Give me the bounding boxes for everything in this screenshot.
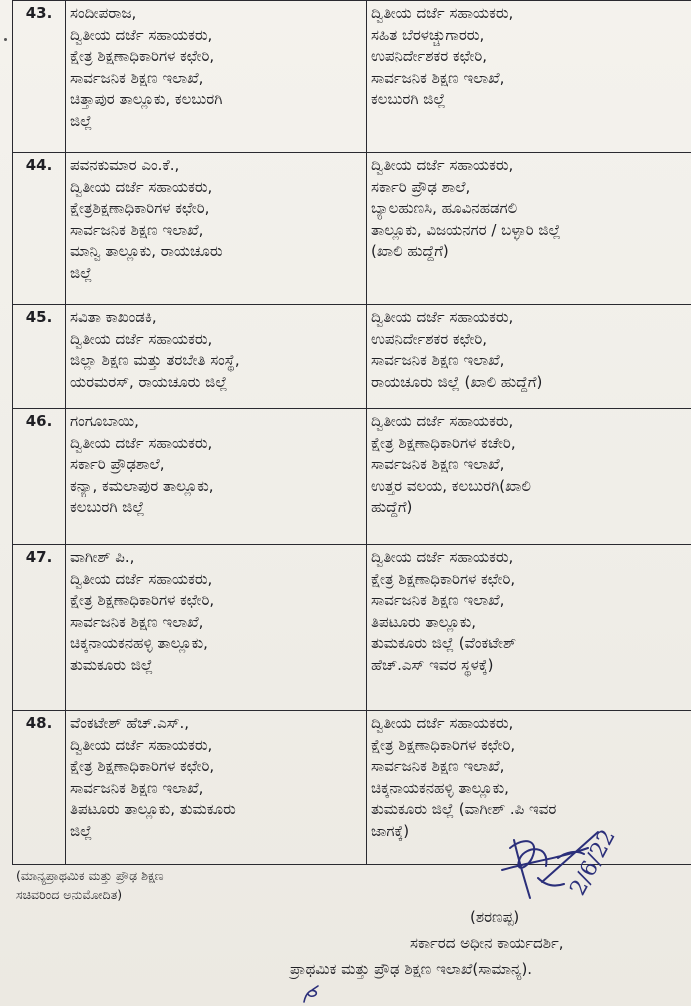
current-posting-line: ದ್ವಿತೀಯ ದರ್ಜೆ ಸಹಾಯಕರು, (70, 329, 213, 348)
current-posting-line: ಸಂದೀಪರಾಜ, (70, 4, 137, 22)
current-posting-line: ದ್ವಿತೀಯ ದರ್ಜೆ ಸಹಾಯಕರು, (70, 177, 213, 196)
new-posting-line: ಸಾರ್ವಜನಿಕ ಶಿಕ್ಷಣ ಇಲಾಖೆ, (371, 757, 505, 776)
new-posting-line: ಸಾರ್ವಜನಿಕ ಶಿಕ್ಷಣ ಇಲಾಖೆ, (371, 591, 505, 610)
new-posting-cell (367, 153, 691, 305)
current-posting-line: ದ್ವಿತೀಯ ದರ್ಜೆ ಸಹಾಯಕರು, (70, 735, 213, 754)
current-posting-line: ದ್ವಿತೀಯ ದರ್ಜೆ ಸಹಾಯಕರು, (70, 433, 213, 452)
new-posting-line: ದ್ವಿತೀಯ ದರ್ಜೆ ಸಹಾಯಕರು, (371, 308, 514, 326)
new-posting-line: ಉಪನಿರ್ದೇಶಕರ ಕಛೇರಿ, (371, 329, 488, 348)
new-posting-line: ಚಿಕ್ಕನಾಯಕನಹಳ್ಳಿ ತಾಲ್ಲೂಕು, (371, 778, 509, 797)
current-posting-line: ಜಿಲ್ಲೆ (70, 111, 93, 130)
signature-date: 2/6/22 (565, 825, 621, 900)
new-posting-line: ದ್ವಿತೀಯ ದರ್ಜೆ ಸಹಾಯಕರು, (371, 156, 514, 174)
new-posting-line: ಸಹಿತ ಬೆರಳಚ್ಚುಗಾರರು, (371, 25, 485, 44)
current-posting-line: ಚಿಕ್ಕನಾಯಕನಹಳ್ಳಿ ತಾಲ್ಲೂಕು, (70, 634, 208, 653)
serial-number: 47. (13, 545, 66, 711)
current-posting-line: ಸಾರ್ವಜನಿಕ ಶಿಕ್ಷಣ ಇಲಾಖೆ, (70, 220, 204, 239)
new-posting-line: ಸಾರ್ವಜನಿಕ ಶಿಕ್ಷಣ ಇಲಾಖೆ, (371, 68, 505, 87)
new-posting-line: ದ್ವಿತೀಯ ದರ್ಜೆ ಸಹಾಯಕರು, (371, 412, 514, 430)
approval-note (16, 866, 316, 904)
new-posting-line: ದ್ವಿತೀಯ ದರ್ಜೆ ಸಹಾಯಕರು, (371, 548, 514, 566)
current-posting-cell (66, 711, 367, 865)
new-posting-cell (367, 409, 691, 545)
new-posting-line: ಕ್ಷೇತ್ರ ಶಿಕ್ಷಣಾಧಿಕಾರಿಗಳ ಕಚೇರಿ, (371, 433, 516, 452)
current-posting-cell (66, 305, 367, 409)
current-posting-line: ಕನ್ಯಾ, ಕಮಲಾಪುರ ತಾಲ್ಲೂಕು, (70, 476, 214, 495)
approval-note-line: ಸಚಿವರಿಂದ ಅನುಮೋದಿತ) (16, 887, 123, 902)
current-posting-line: ಕ್ಷೇತ್ರ ಶಿಕ್ಷಣಾಧಿಕಾರಿಗಳ ಕಛೇರಿ, (70, 47, 215, 66)
current-posting-line: ಜಿಲ್ಲೆ (70, 263, 93, 282)
current-posting-line: ಯರಮರಸ್, ರಾಯಚೂರು ಜಿಲ್ಲೆ (70, 372, 228, 391)
new-posting-cell (367, 545, 691, 711)
new-posting-line: ತುಮಕೂರು ಜಿಲ್ಲೆ (ವೆಂಕಟೇಶ್ (371, 634, 517, 653)
new-posting-line: ಹುದ್ದೆಗೆ) (371, 498, 413, 517)
initials-mark (300, 984, 322, 1006)
transfer-table-body (13, 1, 691, 865)
current-posting-cell (66, 545, 367, 711)
current-posting-line: ಮಾನ್ವಿ ತಾಲ್ಲೂಕು, ರಾಯಚೂರು (70, 242, 223, 261)
new-posting-line: ಕ್ಷೇತ್ರ ಶಿಕ್ಷಣಾಧಿಕಾರಿಗಳ ಕಛೇರಿ, (371, 569, 516, 588)
transfer-row (13, 409, 691, 545)
serial-number: 43. (13, 1, 66, 153)
current-posting-line: ಪವನಕುಮಾರ ಎಂ.ಕೆ., (70, 156, 180, 174)
current-posting-line: ವೆಂಕಟೇಶ್ ಹೆಚ್.ಎಸ್., (70, 714, 190, 732)
new-posting-line: ದ್ವಿತೀಯ ದರ್ಜೆ ಸಹಾಯಕರು, (371, 4, 514, 22)
new-posting-line: ಸರ್ಕಾರಿ ಪ್ರೌಢ ಶಾಲೆ, (371, 177, 471, 196)
current-posting-line: ಸಾರ್ವಜನಿಕ ಶಿಕ್ಷಣ ಇಲಾಖೆ, (70, 68, 204, 87)
serial-number: 45. (13, 305, 66, 409)
current-posting-line: ಕಲಬುರಗಿ ಜಿಲ್ಲೆ (70, 498, 145, 517)
new-posting-cell (367, 305, 691, 409)
new-posting-cell (367, 1, 691, 153)
current-posting-line: ವಾಗೀಶ್ ಪಿ., (70, 548, 135, 566)
new-posting-line: ಕಲಬುರಗಿ ಜಿಲ್ಲೆ (371, 90, 446, 109)
new-posting-line: ಕ್ಷೇತ್ರ ಶಿಕ್ಷಣಾಧಿಕಾರಿಗಳ ಕಛೇರಿ, (371, 735, 516, 754)
current-posting-cell (66, 409, 367, 545)
current-posting-line: ಸಾರ್ವಜನಿಕ ಶಿಕ್ಷಣ ಇಲಾಖೆ, (70, 612, 204, 631)
current-posting-line: ಗಂಗೂಬಾಯಿ, (70, 412, 139, 430)
new-posting-line: (ಖಾಲಿ ಹುದ್ದೆಗೆ) (371, 242, 449, 261)
margin-mark (4, 38, 7, 41)
new-posting-line: ರಾಯಚೂರು ಜಿಲ್ಲೆ (ಖಾಲಿ ಹುದ್ದೆಗೆ) (371, 372, 543, 391)
current-posting-line: ಸವಿತಾ ಕಾಖಂಡಕಿ, (70, 308, 157, 326)
current-posting-line: ಸಾರ್ವಜನಿಕ ಶಿಕ್ಷಣ ಇಲಾಖೆ, (70, 778, 204, 797)
current-posting-cell (66, 1, 367, 153)
approval-note-line: (ಮಾನ್ಯಪ್ರಾಥಮಿಕ ಮತ್ತು ಪ್ರೌಢ ಶಿಕ್ಷಣ (16, 868, 164, 883)
new-posting-line: ಉಪನಿರ್ದೇಶಕರ ಕಛೇರಿ, (371, 47, 488, 66)
current-posting-line: ಜಿಲ್ಲಾ ಶಿಕ್ಷಣ ಮತ್ತು ತರಬೇತಿ ಸಂಸ್ಥೆ, (70, 351, 240, 370)
signatory-designation: ಸರ್ಕಾರದ ಅಧೀನ ಕಾರ್ಯದರ್ಶಿ, (410, 934, 564, 952)
serial-number: 46. (13, 409, 66, 545)
transfer-row (13, 1, 691, 153)
current-posting-line: ಚಿತ್ತಾಪುರ ತಾಲ್ಲೂಕು, ಕಲಬುರಗಿ (70, 90, 223, 109)
signatory-name: (ಶರಣಪ್ಪ) (470, 908, 520, 926)
new-posting-line: ಬ್ಯಾಲಹುಣಸಿ, ಹೂವಿನಹಡಗಲಿ (371, 199, 518, 218)
transfer-table (12, 0, 691, 865)
transfer-row (13, 305, 691, 409)
new-posting-line: ಜಾಗಕ್ಕೆ) (371, 821, 410, 840)
new-posting-line: ತಾಲ್ಲೂಕು, ವಿಜಯನಗರ / ಬಳ್ಳಾರಿ ಜಿಲ್ಲೆ (371, 220, 561, 239)
serial-number: 44. (13, 153, 66, 305)
new-posting-line: ಉತ್ತರ ವಲಯ, ಕಲಬುರಗಿ(ಖಾಲಿ (371, 476, 531, 495)
new-posting-line: ಸಾರ್ವಜನಿಕ ಶಿಕ್ಷಣ ಇಲಾಖೆ, (371, 351, 505, 370)
transfer-row (13, 545, 691, 711)
transfer-row (13, 153, 691, 305)
current-posting-line: ತಿಪಟೂರು ತಾಲ್ಲೂಕು, ತುಮಕೂರು (70, 800, 236, 819)
current-posting-line: ಕ್ಷೇತ್ರ ಶಿಕ್ಷಣಾಧಿಕಾರಿಗಳ ಕಛೇರಿ, (70, 591, 215, 610)
new-posting-line: ತುಮಕೂರು ಜಿಲ್ಲೆ (ವಾಗೀಶ್ .ಪಿ ಇವರ (371, 800, 557, 819)
current-posting-line: ಸರ್ಕಾರಿ ಪ್ರೌಢಶಾಲೆ, (70, 455, 165, 474)
current-posting-cell (66, 153, 367, 305)
current-posting-line: ಜಿಲ್ಲೆ (70, 821, 93, 840)
new-posting-line: ಸಾರ್ವಜನಿಕ ಶಿಕ್ಷಣ ಇಲಾಖೆ, (371, 455, 505, 474)
new-posting-line: ತಿಪಟೂರು ತಾಲ್ಲೂಕು, (371, 612, 477, 631)
current-posting-line: ಕ್ಷೇತ್ರ ಶಿಕ್ಷಣಾಧಿಕಾರಿಗಳ ಕಛೇರಿ, (70, 757, 215, 776)
signatory-department: ಪ್ರಾಥಮಿಕ ಮತ್ತು ಪ್ರೌಢ ಶಿಕ್ಷಣ ಇಲಾಖೆ(ಸಾಮಾನ್ಯ). (290, 960, 533, 978)
current-posting-line: ಕ್ಷೇತ್ರಶಿಕ್ಷಣಾಧಿಕಾರಿಗಳ ಕಛೇರಿ, (70, 199, 210, 218)
new-posting-line: ದ್ವಿತೀಯ ದರ್ಜೆ ಸಹಾಯಕರು, (371, 714, 514, 732)
current-posting-line: ದ್ವಿತೀಯ ದರ್ಜೆ ಸಹಾಯಕರು, (70, 569, 213, 588)
new-posting-line: ಹೆಚ್.ಎಸ್ ಇವರ ಸ್ಥಳಕ್ಕೆ) (371, 655, 494, 674)
current-posting-line: ತುಮಕೂರು ಜಿಲ್ಲೆ (70, 655, 153, 674)
current-posting-line: ದ್ವಿತೀಯ ದರ್ಜೆ ಸಹಾಯಕರು, (70, 25, 213, 44)
serial-number: 48. (13, 711, 66, 865)
